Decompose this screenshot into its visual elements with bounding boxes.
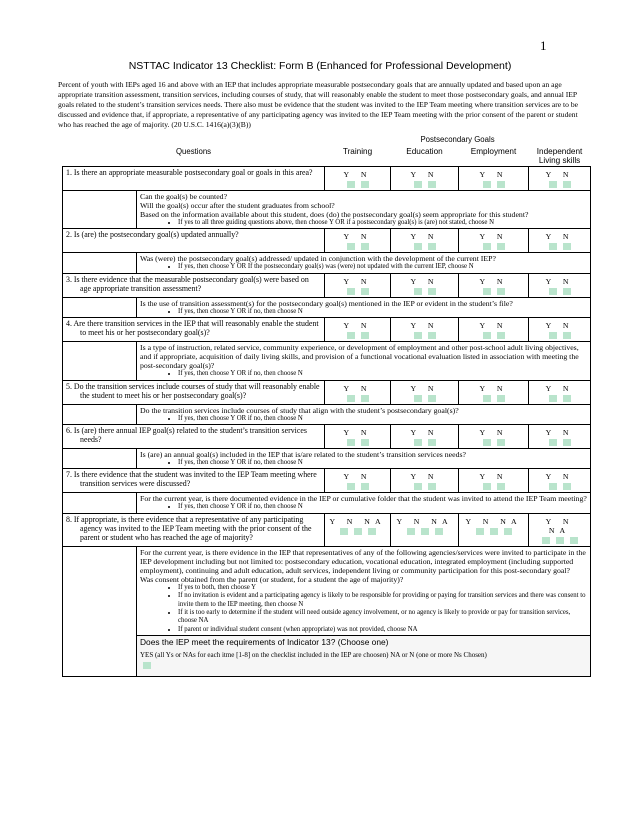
guiding-bullet: • If yes, then choose Y OR if no, then choose N [178, 503, 587, 511]
answer-boxes [532, 537, 587, 545]
questions-header: Questions [175, 147, 212, 156]
answer-options: Y N [479, 472, 508, 482]
guiding-row [63, 404, 591, 424]
answer-cell [529, 513, 591, 546]
answer-options: Y N [410, 383, 439, 393]
guiding-question: Is the use of transition assessment(s) for the postsecondary goal(s) mentioned in the IEP or evident in the student’s file? [140, 298, 513, 308]
answer-boxes [462, 395, 525, 403]
guiding-questions [137, 546, 591, 635]
column-header-1: Education [406, 147, 443, 156]
answer-cell [459, 318, 529, 342]
spacer-cell [63, 342, 137, 380]
answer-boxes [328, 528, 387, 536]
answer-checkbox[interactable] [504, 528, 512, 535]
answer-checkbox[interactable] [347, 483, 355, 490]
final-checkbox[interactable] [143, 662, 151, 669]
answer-checkbox[interactable] [347, 243, 355, 250]
question-row [63, 273, 591, 297]
guiding-bullet: • If yes to all three guiding questions above, then choose Y OR if a postsecondary goal(s) is (are) not stated, choose N [178, 219, 587, 227]
answer-checkbox[interactable] [414, 243, 422, 250]
answer-cell [325, 513, 391, 546]
answer-checkbox[interactable] [563, 243, 571, 250]
answer-checkbox[interactable] [497, 483, 505, 490]
question-row [63, 425, 591, 449]
guiding-row [63, 191, 591, 229]
guiding-questions [137, 493, 591, 513]
answer-cell [391, 380, 459, 404]
answer-options: Y N [479, 232, 508, 242]
answer-boxes [328, 181, 387, 189]
answer-cell [391, 167, 459, 191]
answer-cell [391, 513, 459, 546]
answer-checkbox[interactable] [361, 243, 369, 250]
answer-checkbox[interactable] [497, 332, 505, 339]
answer-cell [391, 229, 459, 253]
answer-options: Y N [479, 321, 508, 331]
answer-cell [391, 273, 459, 297]
answer-cell [529, 469, 591, 493]
question-cell [63, 229, 325, 253]
answer-checkbox[interactable] [549, 483, 557, 490]
answer-checkbox[interactable] [476, 528, 484, 535]
answer-options: Y N [410, 428, 439, 438]
answer-boxes [532, 243, 587, 251]
answer-boxes [394, 332, 455, 340]
final-answer-options: YES (all Ys or NAs for each itme [1-8] on the checklist included in the IEP are choosen) NA or N (one or more Ns Chosen) [140, 651, 487, 660]
question-cell [63, 318, 325, 342]
answer-boxes [394, 439, 455, 447]
answer-checkbox[interactable] [347, 288, 355, 295]
answer-options: Y N [343, 472, 372, 482]
answer-checkbox[interactable] [421, 528, 429, 535]
answer-boxes [328, 243, 387, 251]
question-row [63, 229, 591, 253]
guiding-bullets [140, 308, 587, 316]
answer-checkbox[interactable] [497, 439, 505, 446]
answer-boxes [328, 288, 387, 296]
answer-checkbox[interactable] [361, 288, 369, 295]
answer-checkbox[interactable] [549, 288, 557, 295]
guiding-question: For the current year, is there evidence in the IEP that representatives of any of the following agencies/services were invited to participate in the IEP development including but not limited to: postsecondary education, vocational education, integrated employment (including supported employment), continuing and adult education, adult services, independent living or community participation for this post-secondary goal? [140, 547, 586, 575]
guiding-bullets [140, 415, 587, 423]
answer-options: Y N [410, 232, 439, 242]
answer-checkbox[interactable] [497, 181, 505, 188]
answer-checkbox[interactable] [549, 395, 557, 402]
answer-cell [391, 318, 459, 342]
answer-cell [325, 318, 391, 342]
answer-cell [459, 380, 529, 404]
question-text: 4. Are there transition services in the IEP that will reasonably enable the student to meet his or her postsecondary goal(s)? [66, 319, 319, 338]
answer-checkbox[interactable] [549, 181, 557, 188]
answer-checkbox[interactable] [483, 243, 491, 250]
guiding-bullet: • If yes, then choose Y OR if no, then choose N [178, 459, 587, 467]
guiding-bullet: • If yes to both, then choose Y [178, 584, 587, 592]
answer-boxes [394, 288, 455, 296]
answer-boxes [328, 439, 387, 447]
spacer-cell [63, 636, 137, 677]
answer-options: Y N [479, 170, 508, 179]
answer-options: Y N NA [465, 516, 522, 526]
answer-options: Y N [545, 383, 574, 393]
guiding-questions [137, 191, 591, 229]
page-number: 1 [540, 38, 547, 53]
guiding-bullet: • If parent or individual student consent (when appropriate) was not provided, choose NA [178, 626, 587, 634]
answer-checkbox[interactable] [347, 181, 355, 188]
answer-boxes [328, 395, 387, 403]
guiding-questions [137, 297, 591, 317]
answer-options: Y N [410, 276, 439, 286]
question-row [63, 380, 591, 404]
answer-checkbox[interactable] [542, 537, 550, 544]
answer-checkbox[interactable] [563, 439, 571, 446]
answer-boxes [394, 181, 455, 189]
question-text: 2. Is (are) the postsecondary goal(s) updated annually? [66, 230, 239, 240]
guiding-question: Can the goal(s) be counted? [140, 192, 228, 201]
guiding-questions [137, 404, 591, 424]
answer-options: Y N [545, 170, 574, 179]
answer-options: Y N [479, 276, 508, 286]
answer-checkbox[interactable] [407, 528, 415, 535]
answer-checkbox[interactable] [428, 332, 436, 339]
answer-checkbox[interactable] [483, 288, 491, 295]
guiding-questions [137, 449, 591, 469]
answer-checkbox[interactable] [368, 528, 376, 535]
answer-options: Y N [545, 321, 574, 331]
answer-checkbox[interactable] [414, 395, 422, 402]
guiding-bullets [140, 503, 587, 511]
column-header-0: Training [342, 147, 373, 156]
checklist-table [62, 133, 591, 677]
answer-boxes [462, 288, 525, 296]
final-question-text: Does the IEP meet the requirements of Indicator 13? [140, 637, 338, 648]
question-row [63, 318, 591, 342]
question-text: 5. Do the transition services include courses of study that will reasonably enable the student to meet his or her postsecondary goal(s)? [66, 381, 320, 400]
question-text: 7. Is there evidence that the student was invited to the IEP Team meeting where transition services were discussed? [66, 470, 317, 489]
guiding-question: Was consent obtained from the parent (or student, for a student the age of majority)? [140, 574, 404, 584]
answer-boxes [462, 483, 525, 491]
answer-checkbox[interactable] [414, 332, 422, 339]
answer-checkbox[interactable] [414, 181, 422, 188]
answer-cell [459, 425, 529, 449]
question-text: 6. Is (are) there annual IEP goal(s) related to the student’s transition services needs? [66, 426, 307, 445]
answer-checkbox[interactable] [414, 483, 422, 490]
guiding-row [63, 546, 591, 635]
answer-checkbox[interactable] [483, 395, 491, 402]
guiding-question: Will the goal(s) occur after the student graduates from school? [140, 201, 335, 210]
question-cell [63, 273, 325, 297]
answer-boxes [532, 395, 587, 403]
answer-cell [459, 167, 529, 191]
answer-boxes [394, 395, 455, 403]
final-question [140, 638, 587, 647]
answer-checkbox[interactable] [347, 439, 355, 446]
spacer-cell [63, 449, 137, 469]
answer-checkbox[interactable] [497, 288, 505, 295]
answer-checkbox[interactable] [347, 332, 355, 339]
answer-boxes [532, 288, 587, 296]
answer-cell [459, 513, 529, 546]
answer-options: Y N [545, 276, 574, 286]
answer-cell [391, 469, 459, 493]
question-row [63, 513, 591, 546]
answer-cell [325, 229, 391, 253]
spacer-cell [63, 191, 137, 229]
answer-boxes [532, 483, 587, 491]
answer-checkbox[interactable] [563, 395, 571, 402]
answer-checkbox[interactable] [354, 528, 362, 535]
guiding-bullets [140, 263, 587, 271]
intro-paragraph: Percent of youth with IEPs aged 16 and above with an IEP that includes appropriate measurable postsecondary goals that are annually updated and based upon an age appropriate transition assessment, transition services, including courses of study, that will reasonably enable the student to meet those postsecondary goals, and annual IEP goals related to the student’s transition services needs. There also must be evidence that the student was invited to the IEP Team meeting where transition services are to be discussed and evidence that, if appropriate, a representative of any participating agency was invited to the IEP Team meeting with the prior consent of the parent or student who has reached the age of majority. (20 U.S.C. 1416(a)(3)(B)) [58, 80, 578, 129]
question-cell [63, 425, 325, 449]
answer-checkbox[interactable] [556, 537, 564, 544]
answer-cell [391, 425, 459, 449]
guiding-bullet: • If no invitation is evident and a participating agency is likely to be responsible for providing or paying for transition services and there was consent to invite them to the IEP meeting, then choose N [178, 592, 587, 609]
spacer-cell [63, 493, 137, 513]
answer-checkbox[interactable] [570, 537, 578, 544]
answer-options: Y N NA [396, 516, 453, 526]
guiding-question: Based on the information available about this student, does (do) the postsecondary goal(s) seem appropriate for this student? [140, 210, 529, 219]
answer-checkbox[interactable] [483, 439, 491, 446]
guiding-question: Is (are) an annual goal(s) included in the IEP that is/are related to the student’s transition services needs? [140, 450, 466, 460]
answer-options: Y N NA [545, 516, 574, 535]
answer-checkbox[interactable] [497, 395, 505, 402]
guiding-bullet: • If yes, then choose Y OR if no, then choose N [178, 370, 587, 378]
answer-boxes [462, 243, 525, 251]
answer-checkbox[interactable] [563, 483, 571, 490]
answer-cell [459, 273, 529, 297]
guiding-bullet: • If it is too early to determine if the student will need outside agency involvement, or no agency is likely to provide or pay for transition services, choose NA [178, 609, 587, 626]
answer-checkbox[interactable] [483, 181, 491, 188]
answer-options: Y N NA [329, 516, 386, 526]
question-cell [63, 469, 325, 493]
final-row [63, 636, 591, 677]
spacer-cell [63, 253, 137, 273]
answer-checkbox[interactable] [414, 439, 422, 446]
answer-checkbox[interactable] [414, 288, 422, 295]
guiding-row [63, 297, 591, 317]
answer-cell [325, 273, 391, 297]
answer-options: Y N [343, 232, 372, 242]
final-question-cell [137, 636, 591, 677]
page-title: NSTTAC Indicator 13 Checklist: Form B (Enhanced for Professional Development) [128, 60, 512, 72]
answer-options: Y N [410, 321, 439, 331]
answer-checkbox[interactable] [549, 439, 557, 446]
answer-boxes [394, 243, 455, 251]
guiding-question: For the current year, is there documented evidence in the IEP or cumulative folder that the student was invited to attend the IEP Team meeting? [140, 494, 587, 504]
answer-cell [529, 167, 591, 191]
answer-checkbox[interactable] [428, 395, 436, 402]
answer-cell [325, 425, 391, 449]
answer-checkbox[interactable] [497, 243, 505, 250]
answer-options: Y N [410, 472, 439, 482]
answer-boxes [394, 483, 455, 491]
answer-cell [529, 318, 591, 342]
answer-cell [325, 167, 391, 191]
answer-boxes [532, 332, 587, 340]
answer-checkbox[interactable] [428, 483, 436, 490]
question-cell [63, 380, 325, 404]
answer-checkbox[interactable] [361, 439, 369, 446]
answer-checkbox[interactable] [428, 181, 436, 188]
answer-checkbox[interactable] [563, 181, 571, 188]
answer-boxes [532, 181, 587, 189]
question-row [63, 167, 591, 191]
answer-options: Y N [343, 170, 372, 179]
answer-options: Y N [545, 232, 574, 242]
answer-checkbox[interactable] [428, 288, 436, 295]
answer-boxes [328, 332, 387, 340]
guiding-bullets [140, 370, 587, 378]
question-text: 3. Is there evidence that the measurable postsecondary goal(s) were based on age appropriate transition assessment? [66, 274, 309, 293]
answer-options: Y N [410, 170, 439, 179]
answer-checkbox[interactable] [483, 332, 491, 339]
answer-checkbox[interactable] [361, 395, 369, 402]
guiding-row [63, 449, 591, 469]
answer-options: Y N [343, 276, 372, 286]
answer-checkbox[interactable] [490, 528, 498, 535]
answer-cell [529, 380, 591, 404]
spacer-cell [63, 404, 137, 424]
answer-checkbox[interactable] [361, 332, 369, 339]
guiding-row [63, 253, 591, 273]
answer-checkbox[interactable] [428, 439, 436, 446]
answer-options: Y N [479, 383, 508, 393]
answer-cell [529, 229, 591, 253]
answer-cell [325, 380, 391, 404]
answer-checkbox[interactable] [483, 483, 491, 490]
choose-one-label: (Choose one) [337, 637, 389, 648]
answer-cell [459, 469, 529, 493]
answer-checkbox[interactable] [340, 528, 348, 535]
column-header-3: Independent Living skills [536, 147, 583, 165]
question-cell [63, 167, 325, 191]
guiding-questions [137, 253, 591, 273]
spacer-cell [63, 546, 137, 635]
guiding-question: Was (were) the postsecondary goal(s) addressed/ updated in conjunction with the development of the current IEP? [140, 254, 496, 264]
answer-options: Y N [545, 472, 574, 482]
answer-checkbox[interactable] [549, 332, 557, 339]
question-cell [63, 513, 325, 546]
answer-checkbox[interactable] [563, 332, 571, 339]
answer-cell [529, 425, 591, 449]
answer-cell [529, 273, 591, 297]
guiding-question: Do the transition services include courses of study that align with the student’s postsecondary goal(s)? [140, 405, 459, 415]
guiding-question: Is a type of instruction, related service, community experience, or development of employment and other post-school adult living objectives, and if appropriate, acquisition of daily living skills, and provision of a functional vocational evaluation listed in association with meeting the post-secondary goal(s)? [140, 343, 579, 371]
guiding-bullets [140, 459, 587, 467]
answer-checkbox[interactable] [428, 243, 436, 250]
answer-options: Y N [343, 383, 372, 393]
guiding-bullets [140, 584, 587, 634]
guiding-row [63, 342, 591, 380]
postsecondary-goals-label: Postsecondary Goals [420, 135, 495, 144]
answer-boxes [394, 528, 455, 536]
postsecondary-goals-header [325, 133, 591, 145]
question-row [63, 469, 591, 493]
answer-cell [459, 229, 529, 253]
guiding-bullet: • If yes, then choose Y OR if no, then choose N [178, 308, 587, 316]
answer-boxes [462, 181, 525, 189]
answer-checkbox[interactable] [563, 288, 571, 295]
answer-boxes [462, 528, 525, 536]
answer-boxes [462, 439, 525, 447]
column-header-2: Employment [470, 147, 517, 156]
answer-boxes [532, 439, 587, 447]
spacer-cell [63, 297, 137, 317]
answer-checkbox[interactable] [361, 181, 369, 188]
answer-cell [325, 469, 391, 493]
answer-checkbox[interactable] [347, 395, 355, 402]
answer-options: Y N [343, 321, 372, 331]
answer-options: Y N [479, 428, 508, 438]
answer-options: Y N [545, 428, 574, 438]
guiding-questions [137, 342, 591, 380]
answer-checkbox[interactable] [549, 243, 557, 250]
answer-boxes [462, 332, 525, 340]
final-answer-boxes [140, 662, 587, 671]
answer-boxes [328, 483, 387, 491]
guiding-bullet: • If yes, then choose Y OR if no, then choose N [178, 415, 587, 423]
question-text: 1. Is there an appropriate measurable postsecondary goal or goals in this area? [66, 168, 313, 177]
answer-checkbox[interactable] [361, 483, 369, 490]
answer-options: Y N [343, 428, 372, 438]
header-row [63, 133, 591, 145]
answer-checkbox[interactable] [435, 528, 443, 535]
question-text: 8. If appropriate, is there evidence that a representative of any participating agency was invited to the IEP Team meeting with the prior consent of the parent or student who has reached the age of majority? [66, 514, 312, 542]
guiding-bullet: • If yes, then choose Y OR If the postsecondary goal(s) was (were) not updated with the current IEP, choose N [178, 263, 587, 271]
guiding-bullets [140, 219, 587, 227]
guiding-row [63, 493, 591, 513]
